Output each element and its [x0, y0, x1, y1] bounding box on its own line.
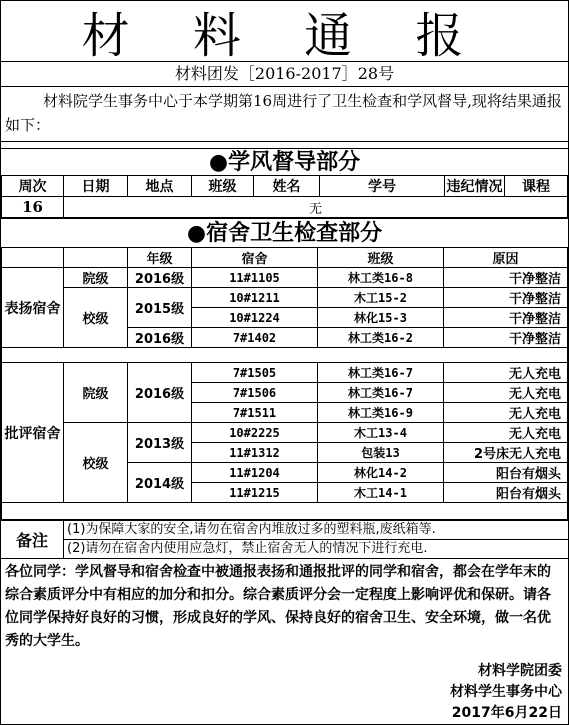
reason-cell: 干净整洁: [444, 308, 568, 328]
spacer-row: [2, 348, 568, 363]
table-row: [2, 268, 568, 288]
col-student-id: 学号: [320, 176, 445, 197]
class-cell: 木工15-2: [318, 288, 444, 308]
reason-cell: 无人充电: [444, 363, 568, 383]
study-supervision-table: [1, 175, 568, 218]
room-cell: 7#1402: [192, 328, 318, 348]
class-cell: 林工类16-2: [318, 328, 444, 348]
room-cell: 7#1505: [192, 363, 318, 383]
reason-cell: 2号床无人充电: [444, 443, 568, 463]
table-row: [2, 288, 568, 308]
document-number: 材料团发［2016-2017］28号: [1, 61, 568, 86]
reason-cell: 干净整洁: [444, 288, 568, 308]
class-cell: 林工类16-8: [318, 268, 444, 288]
grade-cell: 2015级: [128, 288, 192, 328]
col-grade: 年级: [128, 248, 192, 268]
reason-cell: 无人充电: [444, 403, 568, 423]
remark-item: (1)为保障大家的安全,请勿在宿舍内堆放过多的塑料瓶,废纸箱等.: [67, 522, 436, 537]
section-heading-study: ●学风督导部分: [1, 148, 568, 175]
room-cell: 11#1204: [192, 463, 318, 483]
col-course: 课程: [505, 176, 568, 197]
col-room: 宿舍: [192, 248, 318, 268]
grade-cell: 2013级: [128, 423, 192, 463]
room-cell: 10#1224: [192, 308, 318, 328]
col-location: 地点: [128, 176, 192, 197]
room-cell: 10#1211: [192, 288, 318, 308]
reason-cell: 阳台有烟头: [444, 463, 568, 483]
supervision-result: 无: [64, 197, 568, 218]
signature-org2: 材料学生事务中心: [450, 684, 562, 700]
section-heading-dorm: ●宿舍卫生检查部分: [1, 218, 568, 247]
col-reason: 原因: [444, 248, 568, 268]
room-cell: 10#2225: [192, 423, 318, 443]
class-cell: 林工类16-7: [318, 383, 444, 403]
level-cell: 校级: [64, 288, 128, 348]
intro-paragraph: 材料院学生事务中心于本学期第16周进行了卫生检查和学风督导,现将结果通报如下：: [1, 86, 568, 141]
reason-cell: 无人充电: [444, 423, 568, 443]
reason-cell: 阳台有烟头: [444, 483, 568, 503]
reason-cell: 干净整洁: [444, 328, 568, 348]
col-name: 姓名: [254, 176, 320, 197]
divider: [1, 141, 568, 148]
room-cell: 7#1511: [192, 403, 318, 423]
class-cell: 林化15-3: [318, 308, 444, 328]
grade-cell: 2016级: [128, 328, 192, 348]
reason-cell: 干净整洁: [444, 268, 568, 288]
table-row: [2, 363, 568, 383]
room-cell: 11#1312: [192, 443, 318, 463]
grade-cell: 2014级: [128, 463, 192, 503]
spacer-row: [2, 503, 568, 520]
level-cell: 院级: [64, 268, 128, 288]
class-cell: 林化14-2: [318, 463, 444, 483]
col-week: 周次: [2, 176, 64, 197]
col-class: 班级: [192, 176, 254, 197]
reason-cell: 无人充电: [444, 383, 568, 403]
col-violation: 违纪情况: [445, 176, 505, 197]
class-cell: 木工13-4: [318, 423, 444, 443]
class-cell: 林工类16-7: [318, 363, 444, 383]
signature-date: 2017年6月22日: [451, 705, 562, 721]
dorm-inspection-table: [1, 247, 568, 520]
room-cell: 11#1215: [192, 483, 318, 503]
remarks-section: [1, 520, 568, 558]
week-number: 16: [2, 197, 64, 218]
signature-org1: 材料学院团委: [478, 663, 562, 679]
class-cell: 包装13: [318, 443, 444, 463]
grade-cell: 2016级: [128, 268, 192, 288]
table-row: [2, 197, 568, 218]
class-cell: 林工类16-9: [318, 403, 444, 423]
signature-block: [450, 661, 562, 724]
remark-item: (2)请勿在宿舍内使用应急灯，禁止宿舍无人的情况下进行充电.: [64, 539, 568, 558]
col-date: 日期: [64, 176, 128, 197]
closing-paragraph: 各位同学：学风督导和宿舍检查中被通报表扬和通报批评的同学和宿舍，都会在学年末的综合素质评分中有相应的加分和扣分。综合素质评分会一定程度上影响评优和保研。请各位同学保持好良好的习惯，形成良好的学风、保持良好的宿舍卫生、安全环境，做一名优秀的大学生。: [1, 558, 568, 655]
document-title: 材 料 通 报: [81, 7, 488, 64]
col-class: 班级: [318, 248, 444, 268]
level-cell: 院级: [64, 363, 128, 423]
level-cell: 校级: [64, 423, 128, 503]
table-header-row: [2, 248, 568, 268]
remarks-label: 备注: [1, 521, 64, 558]
criticize-label: 批评宿舍: [2, 363, 64, 503]
praise-label: 表扬宿舍: [2, 268, 64, 348]
table-row: [2, 423, 568, 443]
class-cell: 木工14-1: [318, 483, 444, 503]
room-cell: 11#1105: [192, 268, 318, 288]
room-cell: 7#1506: [192, 383, 318, 403]
grade-cell: 2016级: [128, 363, 192, 423]
table-header-row: [2, 176, 568, 197]
